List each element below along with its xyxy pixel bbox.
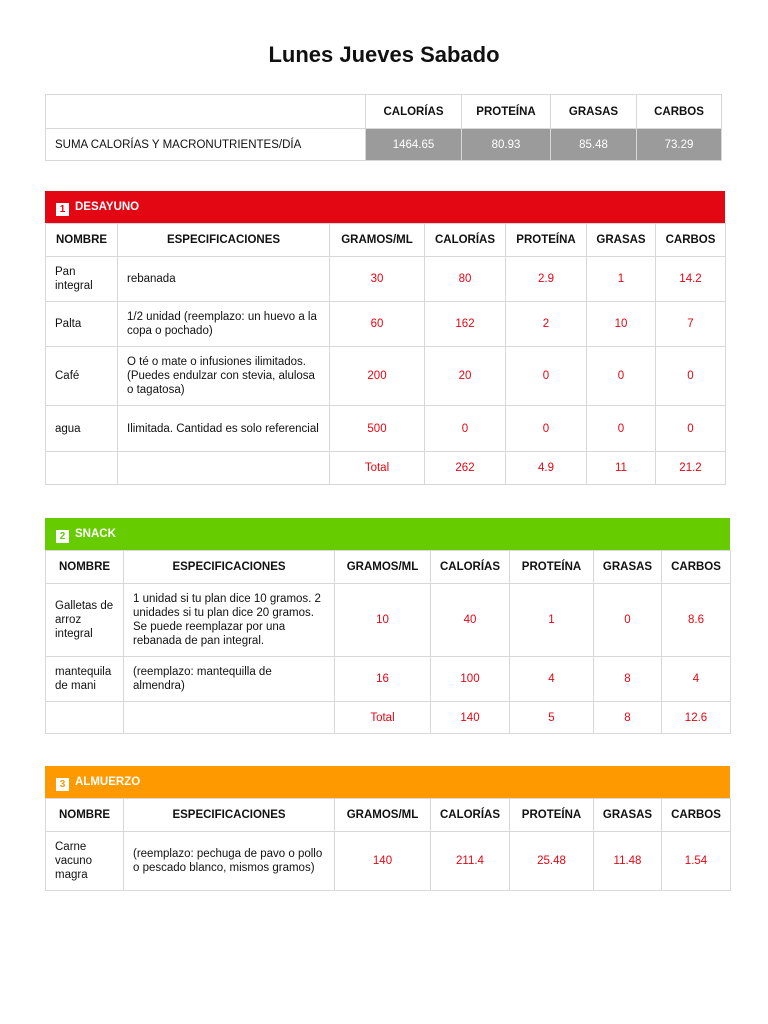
cell-nombre: Palta	[46, 302, 118, 347]
col-carbos: CARBOS	[656, 224, 726, 257]
col-nombre: NOMBRE	[46, 224, 118, 257]
summary-header-calorias: CALORÍAS	[366, 95, 462, 129]
meal-table	[45, 223, 726, 485]
table-row	[46, 657, 731, 702]
cell-carbos: 8.6	[662, 584, 731, 657]
cell-spec: Ilimitada. Cantidad es solo referencial	[118, 406, 330, 452]
summary-header-row	[46, 95, 722, 129]
col-calorias: CALORÍAS	[431, 799, 510, 832]
col-grasas: GRASAS	[587, 224, 656, 257]
cell-gramos: 60	[330, 302, 425, 347]
summary-values-row	[46, 129, 722, 161]
col-grasas: GRASAS	[594, 799, 662, 832]
total-proteina: 4.9	[506, 452, 587, 485]
col-nombre: NOMBRE	[46, 799, 124, 832]
total-grasas: 11	[587, 452, 656, 485]
cell-nombre: agua	[46, 406, 118, 452]
total-calorias: 262	[425, 452, 506, 485]
table-header-row	[46, 224, 726, 257]
summary-proteina: 80.93	[462, 129, 551, 161]
cell-calorias: 0	[425, 406, 506, 452]
total-carbos: 21.2	[656, 452, 726, 485]
meal-table	[45, 798, 731, 891]
cell-grasas: 8	[594, 657, 662, 702]
col-especificaciones: ESPECIFICACIONES	[124, 551, 335, 584]
col-gramos: GRAMOS/ML	[335, 551, 431, 584]
col-calorias: CALORÍAS	[431, 551, 510, 584]
summary-label: SUMA CALORÍAS Y MACRONUTRIENTES/DÍA	[46, 129, 366, 161]
meal-title: DESAYUNO	[75, 201, 140, 213]
cell-nombre: Carne vacuno magra	[46, 832, 124, 891]
col-especificaciones: ESPECIFICACIONES	[118, 224, 330, 257]
meal-section-desayuno	[45, 191, 725, 485]
total-row	[46, 702, 731, 734]
cell-nombre: Café	[46, 347, 118, 406]
meal-number-badge: 1	[56, 203, 69, 216]
cell-proteina: 0	[506, 406, 587, 452]
total-grasas: 8	[594, 702, 662, 734]
cell-spec: rebanada	[118, 257, 330, 302]
summary-empty-header	[46, 95, 366, 129]
cell-spec: 1 unidad si tu plan dice 10 gramos. 2 unidades si tu plan dice 20 gramos. Se puede reemplazar por una rebanada de pan integral.	[124, 584, 335, 657]
table-row	[46, 257, 726, 302]
total-calorias: 140	[431, 702, 510, 734]
meal-title: ALMUERZO	[75, 776, 141, 788]
total-carbos: 12.6	[662, 702, 731, 734]
cell-calorias: 162	[425, 302, 506, 347]
meal-header	[45, 191, 725, 223]
cell-grasas: 1	[587, 257, 656, 302]
col-proteina: PROTEÍNA	[506, 224, 587, 257]
meal-header	[45, 518, 730, 550]
table-row	[46, 406, 726, 452]
cell-gramos: 16	[335, 657, 431, 702]
cell-empty	[46, 452, 118, 485]
cell-proteina: 0	[506, 347, 587, 406]
cell-spec: O té o mate o infusiones ilimitados. (Puedes endulzar con stevia, alulosa o tagatosa)	[118, 347, 330, 406]
total-proteina: 5	[510, 702, 594, 734]
cell-grasas: 0	[587, 406, 656, 452]
cell-calorias: 80	[425, 257, 506, 302]
cell-gramos: 10	[335, 584, 431, 657]
cell-grasas: 11.48	[594, 832, 662, 891]
cell-spec: (reemplazo: pechuga de pavo o pollo o pescado blanco, mismos gramos)	[124, 832, 335, 891]
summary-table	[45, 94, 722, 161]
summary-header-carbos: CARBOS	[637, 95, 722, 129]
cell-carbos: 4	[662, 657, 731, 702]
col-calorias: CALORÍAS	[425, 224, 506, 257]
col-gramos: GRAMOS/ML	[335, 799, 431, 832]
col-gramos: GRAMOS/ML	[330, 224, 425, 257]
cell-gramos: 500	[330, 406, 425, 452]
meal-header	[45, 766, 730, 798]
col-proteina: PROTEÍNA	[510, 551, 594, 584]
page-title: Lunes Jueves Sabado	[268, 42, 500, 67]
cell-calorias: 20	[425, 347, 506, 406]
summary-carbos: 73.29	[637, 129, 722, 161]
cell-proteina: 1	[510, 584, 594, 657]
col-carbos: CARBOS	[662, 551, 731, 584]
cell-carbos: 0	[656, 347, 726, 406]
cell-spec: (reemplazo: mantequilla de almendra)	[124, 657, 335, 702]
table-row	[46, 302, 726, 347]
table-header-row	[46, 799, 731, 832]
col-carbos: CARBOS	[662, 799, 731, 832]
cell-empty	[118, 452, 330, 485]
total-label: Total	[335, 702, 431, 734]
cell-gramos: 140	[335, 832, 431, 891]
cell-nombre: mantequila de mani	[46, 657, 124, 702]
col-proteina: PROTEÍNA	[510, 799, 594, 832]
table-header-row	[46, 551, 731, 584]
summary-calorias: 1464.65	[366, 129, 462, 161]
cell-spec: 1/2 unidad (reemplazo: un huevo a la copa o pochado)	[118, 302, 330, 347]
cell-carbos: 14.2	[656, 257, 726, 302]
summary-grasas: 85.48	[551, 129, 637, 161]
meal-title: SNACK	[75, 528, 116, 540]
cell-gramos: 200	[330, 347, 425, 406]
total-row	[46, 452, 726, 485]
meal-section-snack	[45, 518, 730, 734]
cell-proteina: 2.9	[506, 257, 587, 302]
cell-calorias: 40	[431, 584, 510, 657]
cell-nombre: Pan integral	[46, 257, 118, 302]
cell-proteina: 2	[506, 302, 587, 347]
cell-empty	[46, 702, 124, 734]
cell-grasas: 0	[594, 584, 662, 657]
meal-table	[45, 550, 731, 734]
col-grasas: GRASAS	[594, 551, 662, 584]
meal-number-badge: 3	[56, 778, 69, 791]
total-label: Total	[330, 452, 425, 485]
cell-nombre: Galletas de arroz integral	[46, 584, 124, 657]
cell-grasas: 10	[587, 302, 656, 347]
col-especificaciones: ESPECIFICACIONES	[124, 799, 335, 832]
cell-gramos: 30	[330, 257, 425, 302]
cell-carbos: 1.54	[662, 832, 731, 891]
cell-proteina: 25.48	[510, 832, 594, 891]
col-nombre: NOMBRE	[46, 551, 124, 584]
summary-header-proteina: PROTEÍNA	[462, 95, 551, 129]
cell-grasas: 0	[587, 347, 656, 406]
summary-header-grasas: GRASAS	[551, 95, 637, 129]
cell-carbos: 7	[656, 302, 726, 347]
meal-number-badge: 2	[56, 530, 69, 543]
cell-carbos: 0	[656, 406, 726, 452]
cell-proteina: 4	[510, 657, 594, 702]
cell-calorias: 211.4	[431, 832, 510, 891]
cell-empty	[124, 702, 335, 734]
table-row	[46, 584, 731, 657]
table-row	[46, 347, 726, 406]
meal-section-almuerzo	[45, 766, 730, 891]
cell-calorias: 100	[431, 657, 510, 702]
table-row	[46, 832, 731, 891]
